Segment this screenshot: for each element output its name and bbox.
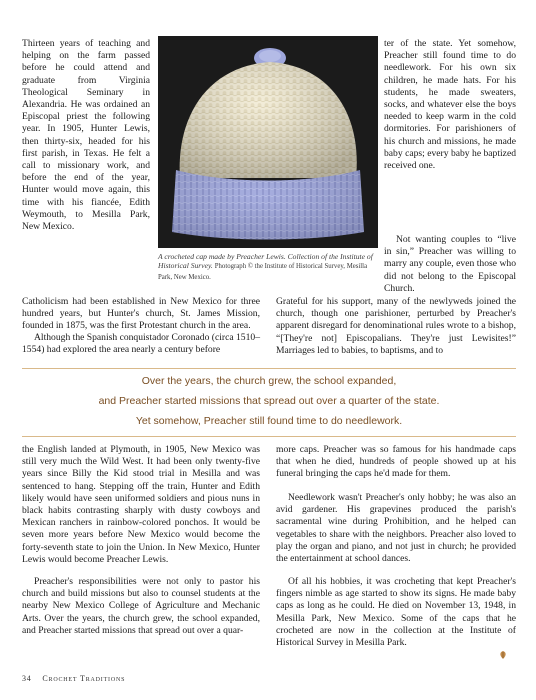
body-left-wrap: Thirteen years of teaching and helping on the farm passed before he could attend and graduate from Virginia Theological Seminary in Alexandria. He was ordained an Episcopal priest the following year. In 1905, Hunter Lewis, then thirty-six, headed for his first parish, in Texas. He felt a call to missionary work, and before the end of the year, Hunter would move again, this time with his fiancée, Edith Weymouth, to Mesilla Park, New Mexico. [22, 38, 150, 233]
body-right-wrap: ter of the state. Yet somehow, Preacher still found time to do needlework. For his own six children, he made hats. For his students, he made sweaters, socks, and whatever else the boys needed to keep warm in the cold dormitories. For parishioners of his church and missions, he made baby caps; every baby he baptized received one. [384, 38, 516, 172]
crocheted-cap-image [158, 36, 378, 248]
photo-caption [158, 252, 376, 282]
body-bottom-left-p1: the English landed at Plymouth, in 1905, New Mexico was still very much the Wild West. It had been only twenty-five years since Billy the Kid stood trial in Mesilla and was sentenced to hang. Stepping off the train, Hunter and Edith likely would have seen uniformed soldiers and pious nuns in black habits contrasting sharply with dusty cowboys and Mexican ranchers in rainbow-colored ponchos. It would be seven more years before New Mexico would become the forty-seventh state to join the Union. In New Mexico, Hunter Lewis would become Preacher Lewis. [22, 444, 260, 565]
body-left-full: Catholicism had been established in New Mexico for three hundred years, but Hunter's church, St. James Mission, founded in 1875, was the first Protestant church in the area. [22, 296, 260, 332]
body-bottom-right-p3: Of all his hobbies, it was crocheting that kept Preacher's fingers nimble as age started to show its signs. He made baby caps as long as he could. He died on November 13, 1948, in Mesilla Park, New Mexico. Some of the caps that he crocheted are now in the collection at the Institute of Historical Survey in Mesilla Park. [276, 576, 516, 649]
photo-credit: Photograph © the Institute of Historical Survey, Mesilla Park, New Mexico. [158, 263, 368, 281]
body-right-full: Grateful for his support, many of the newlyweds joined the church, though one parishioner, perturbed by Preacher's apparent disregard for denominational rules wrote to a bishop, “[They're not] Episcopalians. They're just Lewisites!” Marriages led to babies, to baptisms, and to [276, 296, 516, 356]
page-footer [22, 674, 125, 683]
body-right-wrap-p2: Not wanting couples to “live in sin,” Preacher was willing to marry any couple, even those who did not belong to the Episcopal Church. [384, 234, 516, 294]
body-bottom-right-p2: Needlework wasn't Preacher's only hobby; he was also an avid gardener. His grapevines produced the parish's sacramental wine during Prohibition, and he helped can vegetables to share with the neighbors. Preacher also loved to play the organ and piano, and not just in church; he provided the entertainment at school dances. [276, 492, 516, 565]
body-bottom-left-p2: Preacher's responsibilities were not only to pastor his church and build missions but also to counsel students at the nearby New Mexico College of Agriculture and Mechanic Arts. Over the years, the church grew, the school expanded, and Preacher started missions that spread out over a quar- [22, 576, 260, 636]
page-number: 34 [22, 674, 32, 683]
cap-photo [158, 36, 378, 248]
body-bottom-right-p1: more caps. Preacher was so famous for his handmade caps that when he died, hundreds of people showed up at his funeral bringing the caps he'd made for them. [276, 444, 516, 480]
pull-quote-line-2: and Preacher started missions that spread out over a quarter of the state. [98, 395, 440, 407]
pull-quote-line-1: Over the years, the church grew, the school expanded, [141, 375, 397, 387]
running-title: Crochet Traditions [42, 674, 126, 683]
pull-quote [22, 368, 516, 437]
leaf-ornament-icon [498, 647, 508, 657]
body-left-p2: Although the Spanish conquistador Coronado (circa 1510–1554) had explored the area nearly a century before [22, 332, 260, 356]
pull-quote-line-3: Yet somehow, Preacher still found time to do needlework. [135, 415, 403, 427]
caption-text: A crocheted cap made by Preacher Lewis. Collection of the Institute of Historical Survey. [158, 252, 373, 271]
